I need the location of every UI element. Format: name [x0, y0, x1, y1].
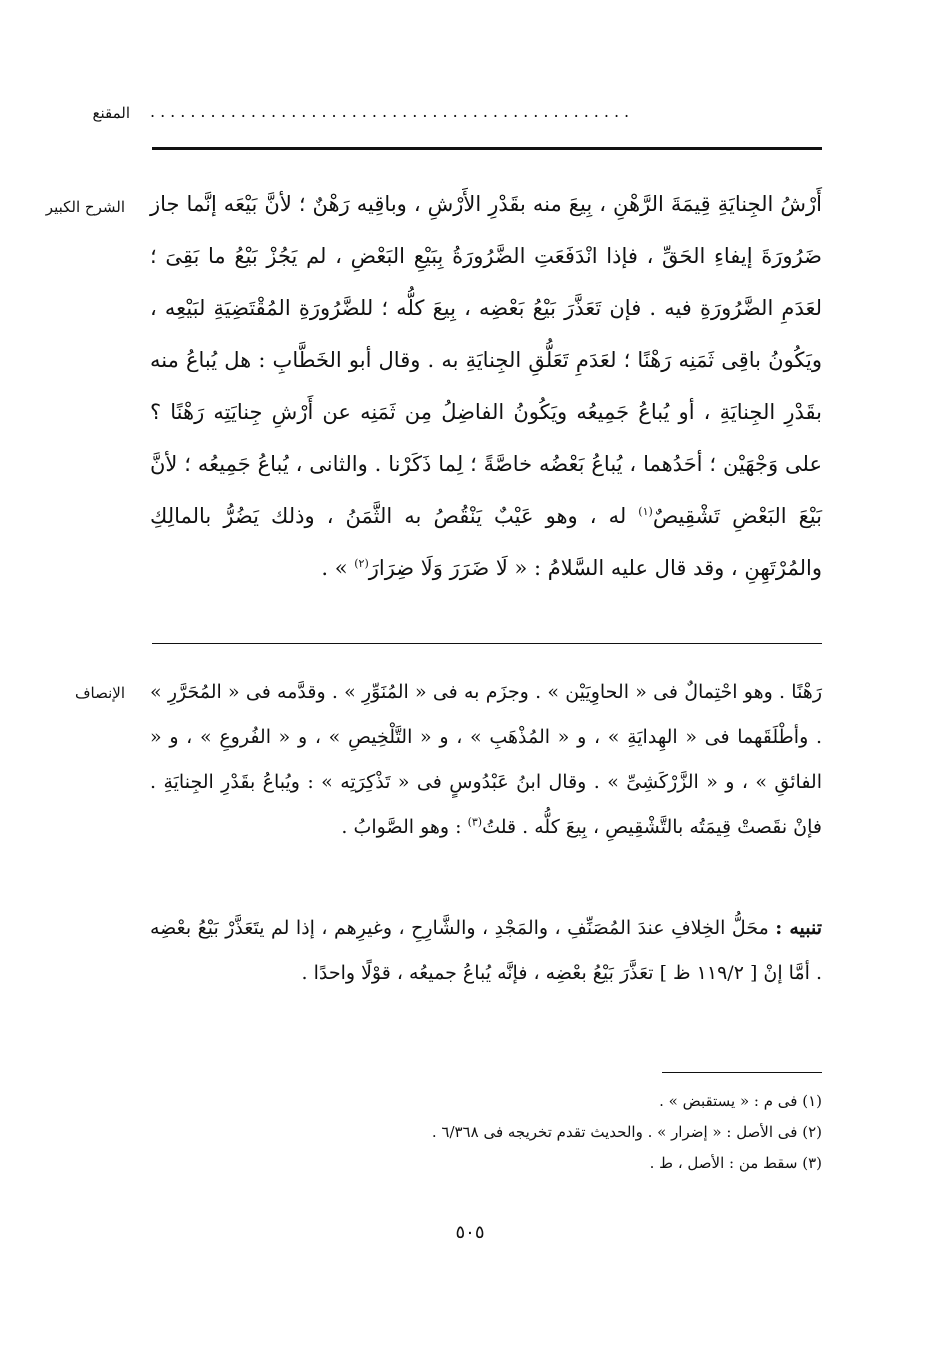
sharh-text: أَرْشُ الجِنايَةِ قِيمَةَ الرَّهْنِ ، بِيعَ منه بقَدْرِ الأَرْشِ ، وباقِيه رَهْنٌ ؛ لأنَّ بَيْعَه إنَّما جاز ضَرُورَةَ إيفاءِ الحَقِّ ، فإذا انْدَفَعَتِ الضَّرُورَةُ بِبَيْعِ البَعْضِ ، لم يَجُزْ بَيْعُ ما بَقِىَ ؛ لعَدَمِ الضَّرُورَةِ فيه . فإن تَعَذَّرَ بَيْعُ بَعْضِه ، بِيعَ كلُّه ؛ للضَّرُورَةِ المُقْتَضِيَةِ لبَيْعِه ، ويَكُونُ باقِى ثَمَنِه رَهْنًا ؛ لعَدَمِ تَعَلُّقِ الجِنايَةِ به . وقال أبو الخَطَّابِ : هل يُباعُ منه بقَدْرِ الجِنايَةِ ، أو يُباعُ جَمِيعُه ويَكُونُ الفاضِلُ مِن ثَمَنِه عن أَرْشِ جِنايَتِه رَهْنًا ؟ على وَجْهَيْن ؛ أحَدُهما ، يُباعُ بَعْضُه خاصَّةً ؛ لِما ذَكَرْنا . والثانى ، يُباعُ جَمِيعُه ؛ لأنَّ بَيْعَ البَعْضِ تَشْقِيصٌ — [150, 192, 822, 528]
tanbih-heading: تنبيه : — [775, 917, 822, 939]
footnote-ref-1: (١) — [638, 505, 653, 518]
footnote-ref-3: (٣) — [467, 815, 483, 829]
footnote-1: (١) فى م : « يستقبض » . — [659, 1092, 822, 1110]
insaf-text-block — [150, 670, 822, 850]
footnote-rule — [662, 1072, 822, 1073]
footnotes — [150, 1086, 822, 1179]
insaf-text-end: : وهو الصَّوابُ . — [341, 816, 468, 838]
running-header-title: المقنع — [92, 104, 130, 122]
page-number: ٥٠٥ — [455, 1222, 485, 1243]
footnote-2: (٢) فى الأصل : « إضرار » . والحديث تقدم تخريجه فى ٦/٣٦٨ . — [431, 1123, 822, 1141]
footnote-ref-2: (٢) — [354, 557, 369, 570]
tanbih-text: محَلُّ الخِلافِ عندَ المُصَنِّفِ ، والمَجْدِ ، والشَّارِحِ ، وغيرِهم ، إذا لم يتَعَذَّرْ بَيْعُ بعْضِه . أمَّا إنْ [ ١١٩/٢ ظ ] تعَذَّرَ بَيْعُ بعْضِه ، فإنَّه يُباعُ جميعُه ، قوْلًا واحدًا . — [150, 917, 822, 984]
sharh-text-end: » . — [321, 556, 355, 580]
sharh-text-block — [150, 178, 822, 594]
header-rule — [152, 147, 822, 150]
sharh-text-continued: له ، وهو عَيْبٌ يَنْقُصُ به الثَّمَنُ ، وذلك يَضُرُّ بالمالِكِ والمُرْتَهِنِ ، وقد قال عليه السَّلامُ : « لَا ضَرَرَ وَلَا ضِرَارَ — [150, 504, 822, 580]
header-dotted-line: ................................................ — [150, 102, 635, 121]
insaf-text: رَهْنًا . وهو احْتِمالٌ فى « الحاوِيَيْن » . وجزَم به فى « المُنَوِّرِ » . وقدَّمه فى « المُحَرَّرِ » . وأطْلَقَهما فى « الهِدايَةِ » ، و « المُذْهَبِ » ، و « التَّلْخِيصِ » ، و « الفُروعِ » ، و « الفائقِ » ، و « الزَّرْكَشِىِّ » . وقال ابنُ عَبْدُوسٍ فى « تَذْكِرَتِه » : ويُباعُ بقَدْرِ الجِنايَةِ . فإنْ نقَصتْ قِيمَتُه بالتَّشْقِيصِ ، بِيعَ كلُّه . قلتُ — [150, 681, 822, 838]
sharh-side-label: الشرح الكبير — [45, 198, 125, 216]
section-divider — [152, 643, 822, 644]
insaf-side-label: الإنصاف — [74, 684, 125, 702]
footnote-3: (٣) سقط من : الأصل ، ط . — [649, 1154, 822, 1172]
tanbih-paragraph — [150, 906, 822, 996]
